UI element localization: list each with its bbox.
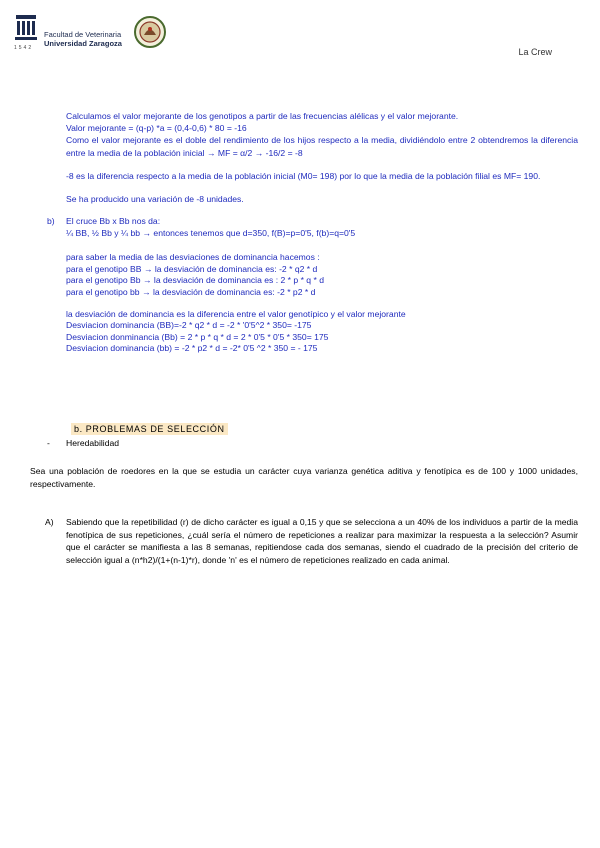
logo-line-1: Facultad de Veterinaria <box>44 30 122 39</box>
section-subheading: Heredabilidad <box>66 438 120 448</box>
part-b-line-8: Desviacion dominancia (BB)=-2 * q2 * d = -2 * '0'5^2 * 350= -175 <box>66 320 312 330</box>
section-title: b. PROBLEMAS DE SELECCIÓN <box>71 423 228 435</box>
part-b-label: b) <box>47 216 55 226</box>
part-b-line-5: para el genotipo Bb → la desviación de dominancia es : 2 * p * q * d <box>66 275 324 285</box>
section-bullet: - <box>47 438 50 448</box>
logo-year: 1542 <box>14 45 34 51</box>
part-a-paragraph-2: -8 es la diferencia respecto a la media de la población inicial (M0= 198) por lo que la media de la población filial es MF= 190. <box>66 171 541 181</box>
part-a-line-3: Se ha producido una variación de -8 unidades. <box>66 194 244 204</box>
part-b-line-3: para saber la media de las desviaciones de dominancia hacemos : <box>66 252 320 262</box>
part-a-paragraph-1: Como el valor mejorante es el doble del rendimiento de los hijos respecto a la media, dividiéndolo entre 2 obtendremos la diferencia entre la media de la población inicial → MF = α/2 → -16/2 = -8 <box>66 135 578 158</box>
header-right-text: La Crew <box>518 47 552 57</box>
part-a-line-1: Calculamos el valor mejorante de los genotipos a partir de las frecuencias alélicas y el valor mejorante. <box>66 111 459 121</box>
part-b-line-2: ¼ BB, ½ Bb y ¼ bb → entonces tenemos que d=350, f(B)=p=0'5, f(b)=q=0'5 <box>66 228 356 238</box>
faculty-seal-icon <box>134 16 166 48</box>
part-b-line-7: la desviación de dominancia es la diferencia entre el valor genotípico y el valor mejorante <box>66 309 406 319</box>
section-intro-paragraph: Sea una población de roedores en la que se estudia un carácter cuya varianza genética aditiva y fenotípica es de 100 y 1000 unidades, respectivamente. <box>30 466 578 489</box>
question-a-text: Sabiendo que la repetibilidad (r) de dicho carácter es igual a 0,15 y que se selecciona a un 40% de los individuos a partir de la media fenotípica de sus repeticiones, ¿cuál sería el número de repeticiones a realizar para maximizar la respuesta a la selección? Asumir que el carácter se manifiesta a las 8 semanas, repitiendose cada dos semanas, siendo el cuadrado de la precisión del criterio de selección igual a (n*h2)/(1+(n-1)*r), donde 'n' es el número de repeticiones realizado en cada animal. <box>66 517 578 565</box>
question-a-label: A) <box>45 517 54 527</box>
university-logo-text <box>44 30 122 48</box>
part-b-line-6: para el genotipo bb → la desviación de dominancia es: -2 * p2 * d <box>66 287 316 297</box>
university-crest-icon <box>14 15 38 45</box>
logo-line-2: Universidad Zaragoza <box>44 39 122 48</box>
part-b-line-10: Desviacion dominancia (bb) = -2 * p2 * d = -2* 0'5 ^2 * 350 = - 175 <box>66 343 318 353</box>
part-b-line-4: para el genotipo BB → la desviación de dominancia es: -2 * q2 * d <box>66 264 318 274</box>
part-b-line-9: Desviacion donminancia (Bb) = 2 * p * q * d = 2 * 0'5 * 0'5 * 350= 175 <box>66 332 329 342</box>
part-a-line-2: Valor mejorante = (q-p) *a = (0,4-0,6) * 80 = -16 <box>66 123 247 133</box>
part-b-line-1: El cruce Bb x Bb nos da: <box>66 216 161 226</box>
